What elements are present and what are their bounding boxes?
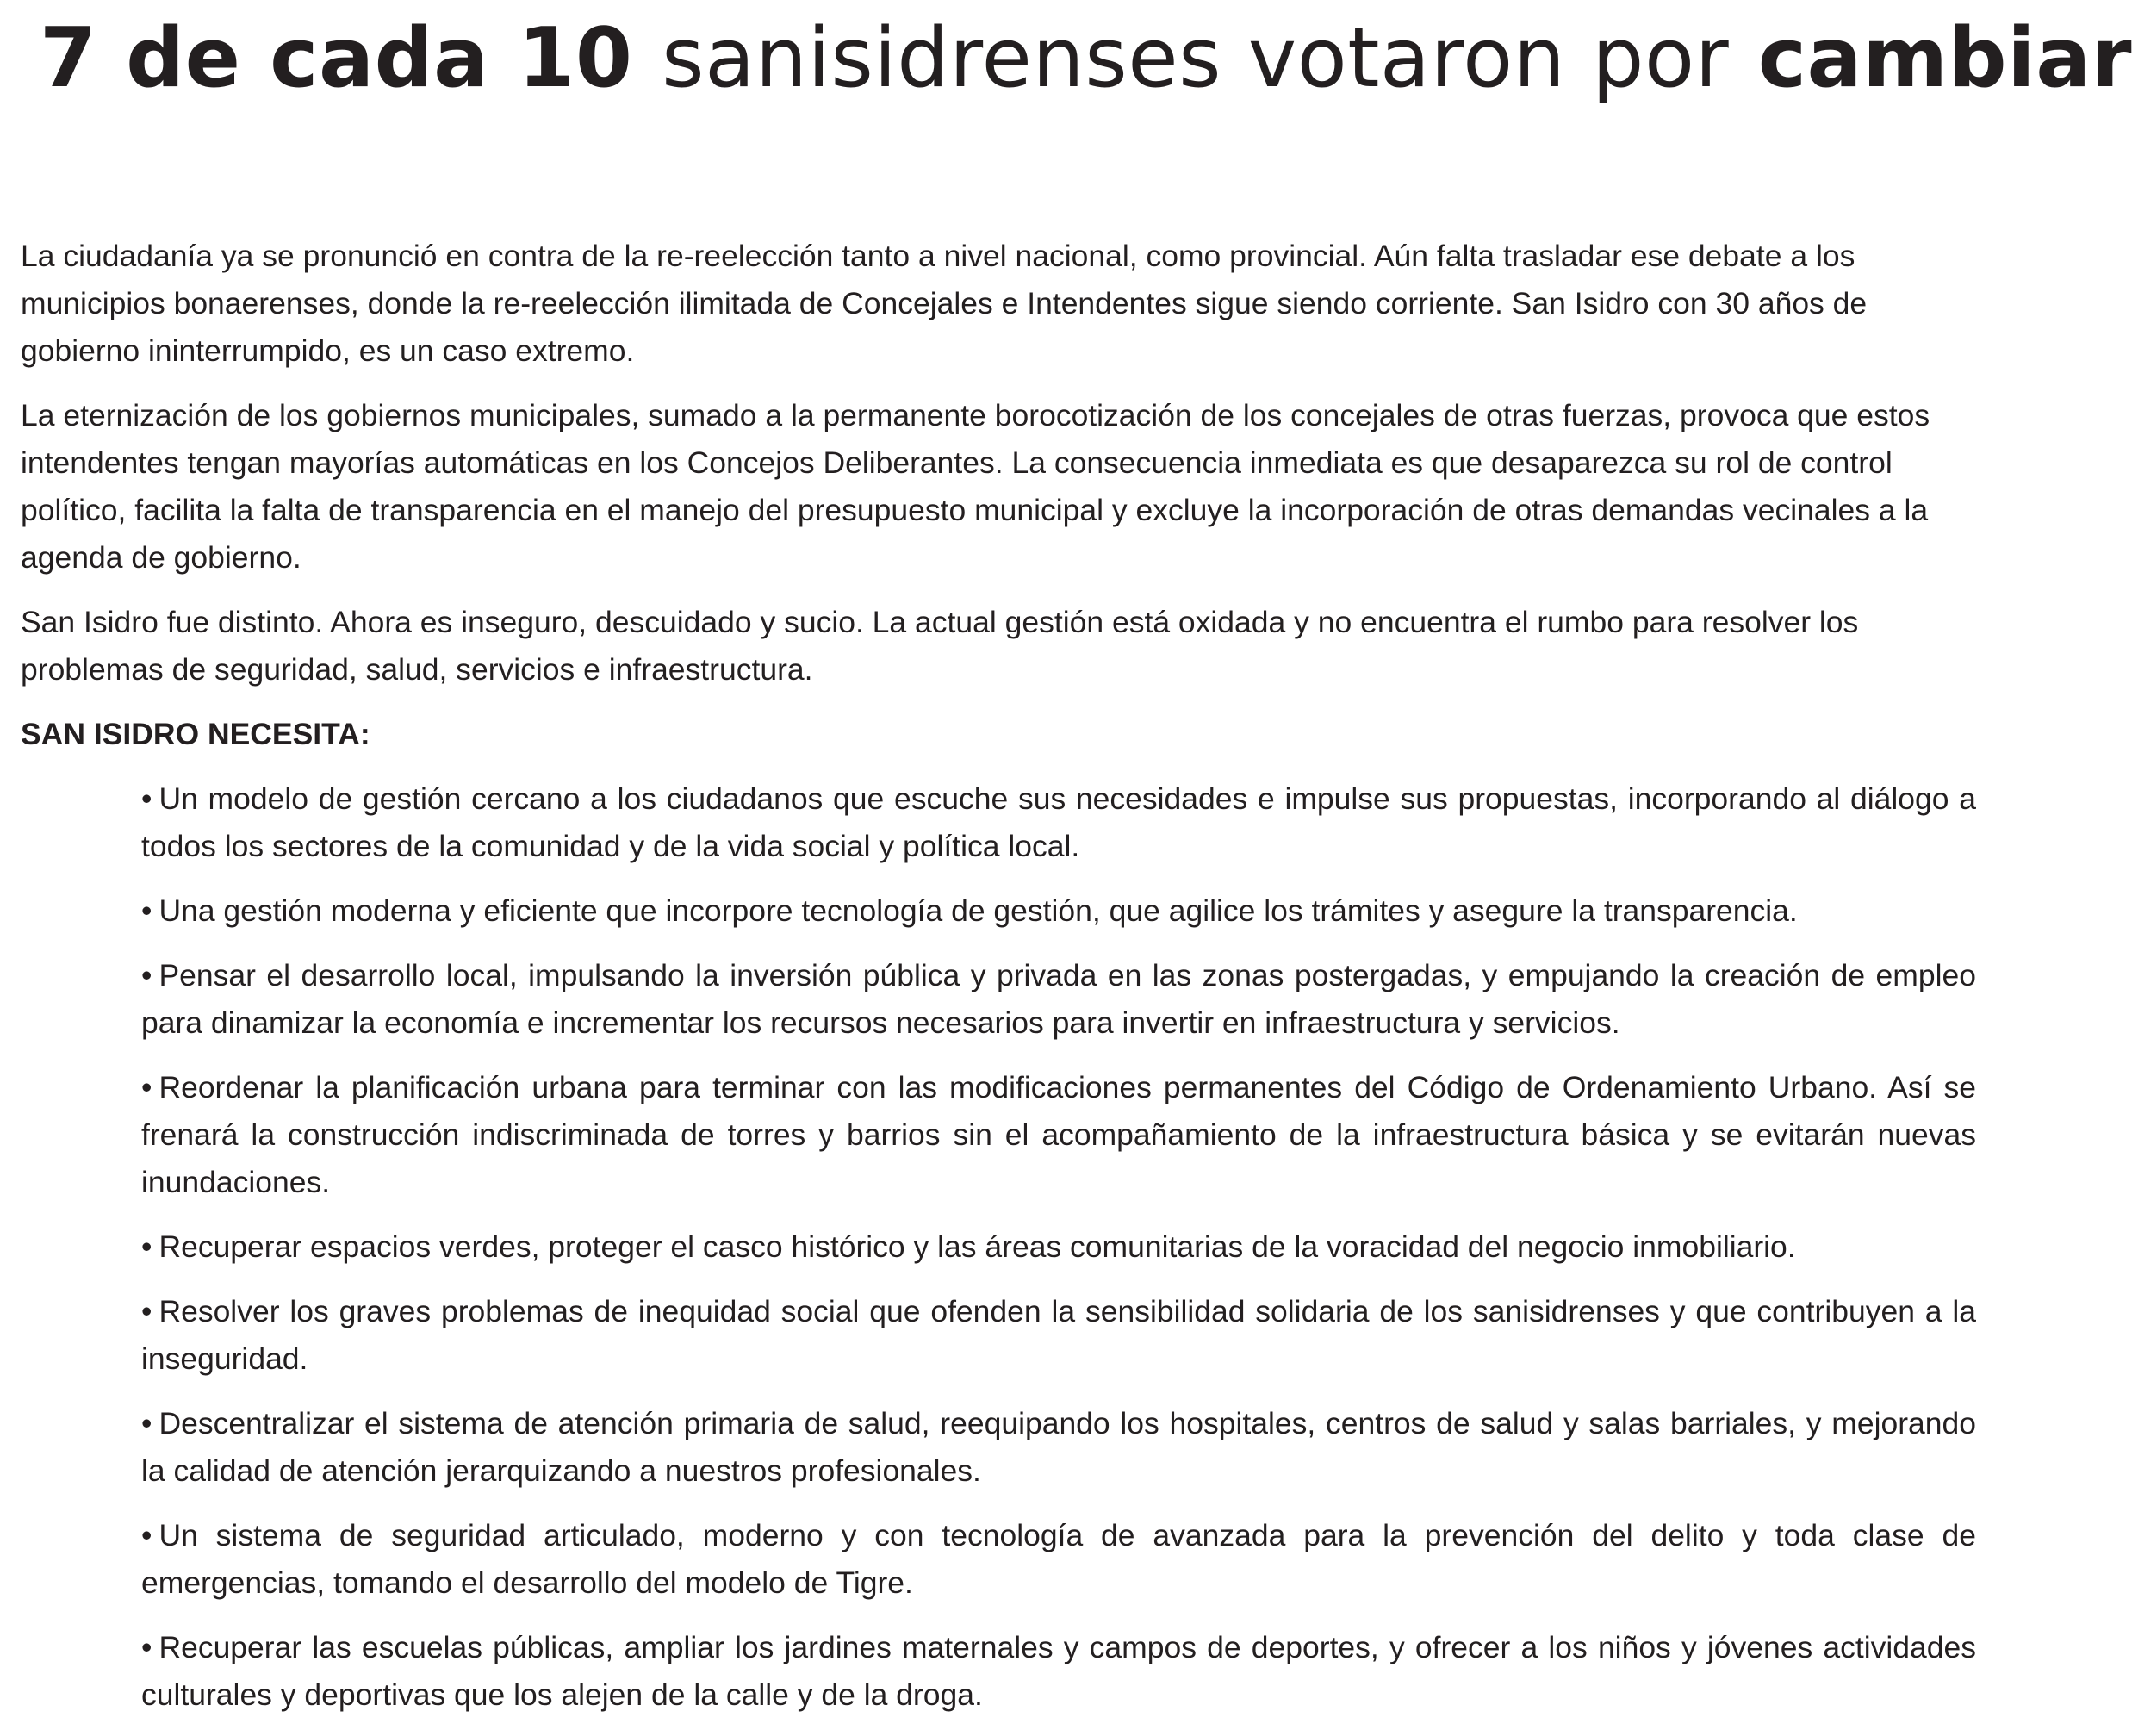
list-item-text: Una gestión moderna y eficiente que incorpore tecnología de gestión, que agilice los trámites y asegure la transparencia. [159,893,1798,928]
paragraph-san-isidro: San Isidro fue distinto. Ahora es inseguro, descuidado y sucio. La actual gestión está oxidada y no encuentra el rumbo para resolver los problemas de seguridad, salud, servicios e infraestructura. [21,605,1859,687]
article-body [21,233,1976,1736]
bullet-icon: • [141,1294,152,1328]
bullet-icon: • [141,1070,152,1104]
bullet-icon: • [141,1518,152,1552]
paragraph-intro: La ciudadanía ya se pronunció en contra de la re-reelección tanto a nivel nacional, como provincial. Aún falta trasladar ese debate a los municipios bonaerenses, donde la re-reelección ilimitada de Concejales e Intendentes sigue siendo corriente. San Isidro con 30 años de gobierno ininterrumpido, es un caso extremo. [21,239,1868,368]
list-item [141,1512,1976,1607]
bullet-icon: • [141,1406,152,1440]
list-item [141,1223,1976,1271]
list-item-text: Reordenar la planificación urbana para terminar con las modificaciones permanentes del Código de Ordenamiento Urbano. Así se frenará la construcción indiscriminada de torres y barrios sin el acompañamiento de la infraestructura básica y se evitarán nuevas inundaciones. [141,1070,1976,1199]
list-item-text: Pensar el desarrollo local, impulsando la inversión pública y privada en las zonas postergadas, y empujando la creación de empleo para dinamizar la economía e incrementar los recursos necesarios para invertir en infraestructura y servicios. [141,958,1976,1040]
list-item-text: Recuperar las escuelas públicas, ampliar los jardines maternales y campos de deportes, y ofrecer a los niños y jóvenes actividades culturales y deportivas que los alejen de la calle y de la droga. [141,1630,1976,1712]
paragraph-eternizacion: La eternización de los gobiernos municipales, sumado a la permanente borocotización de los concejales de otras fuerzas, provoca que estos intendentes tengan mayorías automáticas en los Concejos Deliberantes. La consecuencia inmediata es que desaparezca su rol de control político, facilita la falta de transparencia en el manejo del presupuesto municipal y excluye la incorporación de otras demandas vecinales a la agenda de gobierno. [21,398,1930,575]
bullet-icon: • [141,893,152,928]
list-item [141,887,1976,935]
list-item-text: Resolver los graves problemas de inequidad social que ofenden la sensibilidad solidaria de los sanisidrenses y que contribuyen a la inseguridad. [141,1294,1976,1376]
list-item-text: Recuperar espacios verdes, proteger el casco histórico y las áreas comunitarias de la voracidad del negocio inmobiliario. [159,1229,1796,1264]
list-item-text: Descentralizar el sistema de atención primaria de salud, reequipando los hospitales, centros de salud y salas barriales, y mejorando la calidad de atención jerarquizando a nuestros profesionales. [141,1406,1976,1488]
needs-list [21,775,1976,1719]
section-title: SAN ISIDRO NECESITA: [21,717,370,751]
list-item-text: Un sistema de seguridad articulado, moderno y con tecnología de avanzada para la prevención del delito y toda clase de emergencias, tomando el desarrollo del modelo de Tigre. [141,1518,1976,1600]
list-item [141,1400,1976,1495]
headline-bold-end: cambiar [1757,11,2132,106]
list-item [141,1064,1976,1206]
bullet-icon: • [141,958,152,992]
bullet-icon: • [141,1630,152,1664]
bullet-icon: • [141,1229,152,1264]
bullet-icon: • [141,781,152,816]
headline [40,7,2132,110]
headline-bold-start: 7 de cada 10 [40,11,633,106]
list-item [141,1288,1976,1383]
headline-middle: sanisidrenses votaron por [662,11,1730,106]
list-item [141,952,1976,1047]
list-item [141,1624,1976,1719]
list-item [141,775,1976,870]
list-item-text: Un modelo de gestión cercano a los ciudadanos que escuche sus necesidades e impulse sus propuestas, incorporando al diálogo a todos los sectores de la comunidad y de la vida social y política local. [141,781,1976,863]
